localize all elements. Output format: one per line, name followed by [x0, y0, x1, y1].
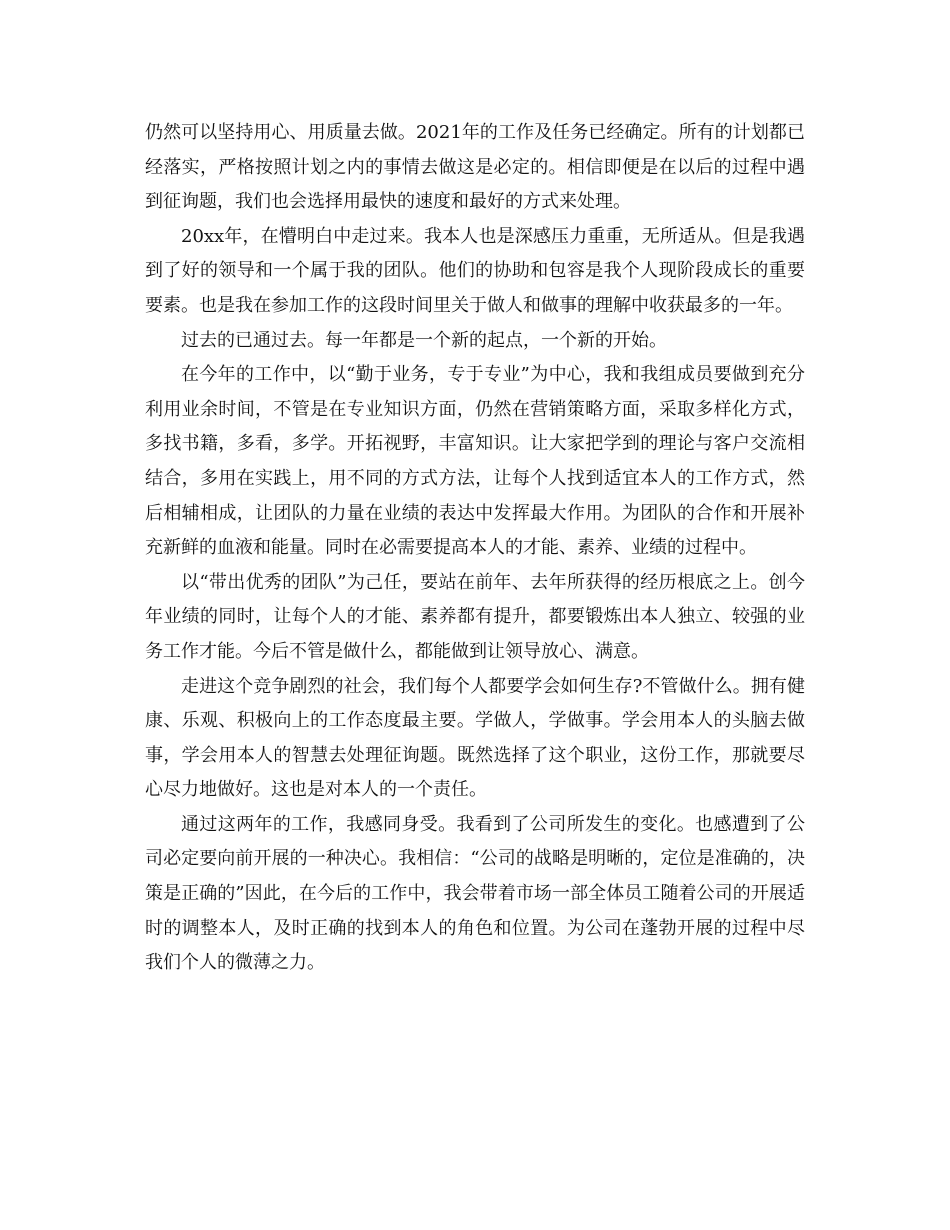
- paragraph-5: 以“带出优秀的团队”为己任，要站在前年、去年所获得的经历根底之上。创今年业绩的同时，让每个人的才能、素养都有提升，都要锻炼出本人独立、较强的业务工作才能。今后不管是做什么，都能做到让领导放心、满意。: [145, 571, 805, 662]
- paragraph-7: 通过这两年的工作，我感同身受。我看到了公司所发生的变化。也感遭到了公司必定要向前开展的一种决心。我相信：“公司的战略是明晰的，定位是准确的，决策是正确的”因此，在今后的工作中，我会带着市场一部全体员工随着公司的开展适时的调整本人，及时正确的找到本人的角色和位置。为公司在蓬勃开展的过程中尽我们个人的微薄之力。: [145, 813, 805, 974]
- document-body: [145, 116, 805, 981]
- paragraph-1: 仍然可以坚持用心、用质量去做。2021年的工作及任务已经确定。所有的计划都已经落实，严格按照计划之内的事情去做这是必定的。相信即便是在以后的过程中遇到征询题，我们也会选择用最快的速度和最好的方式来处理。: [145, 122, 805, 213]
- paragraph-2: 20xx年，在懵明白中走过来。我本人也是深感压力重重，无所适从。但是我遇到了好的领导和一个属于我的团队。他们的协助和包容是我个人现阶段成长的重要要素。也是我在参加工作的这段时间里关于做人和做事的理解中收获最多的一年。: [145, 225, 805, 316]
- paragraph-4: 在今年的工作中，以“勤于业务，专于专业”为中心，我和我组成员要做到充分利用业余时间，不管是在专业知识方面，仍然在营销策略方面，采取多样化方式，多找书籍，多看，多学。开拓视野，丰富知识。让大家把学到的理论与客户交流相结合，多用在实践上，用不同的方式方法，让每个人找到适宜本人的工作方式，然后相辅相成，让团队的力量在业绩的表达中发挥最大作用。为团队的合作和开展补充新鲜的血液和能量。同时在必需要提高本人的才能、素养、业绩的过程中。: [145, 364, 805, 559]
- paragraph-6: 走进这个竞争剧烈的社会，我们每个人都要学会如何生存?不管做什么。拥有健康、乐观、积极向上的工作态度最主要。学做人，学做事。学会用本人的头脑去做事，学会用本人的智慧去处理征询题。既然选择了这个职业，这份工作，那就要尽心尽力地做好。这也是对本人的一个责任。: [145, 675, 805, 801]
- paragraph-3: 过去的已通过去。每一年都是一个新的起点，一个新的开始。: [181, 329, 667, 351]
